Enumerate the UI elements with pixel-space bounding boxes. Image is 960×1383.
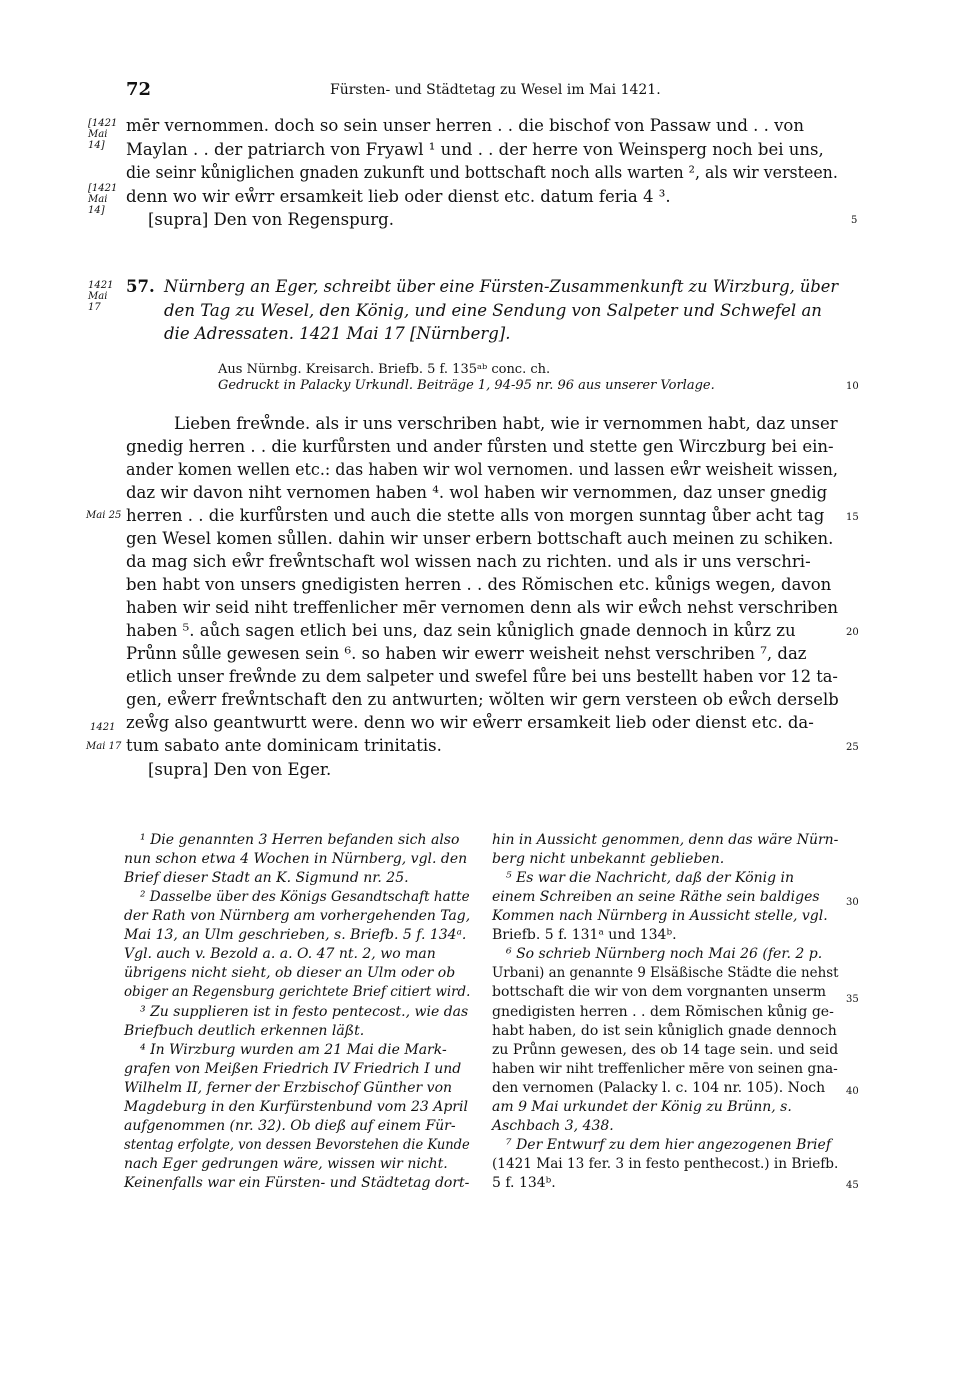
footnote-line: 5 f. 134ᵇ.: [492, 1175, 556, 1191]
line-number: 30: [846, 897, 859, 908]
footnote-line: habt haben, do ist sein kůniglich gnade dennoch: [492, 1023, 837, 1039]
footnote-line: bottschaft die wir von dem vorgnanten unserm: [492, 984, 827, 1000]
footnote-line: ¹ Die genannten 3 Herren befanden sich also: [140, 832, 460, 848]
footnote-line: übrigens nicht sieht, ob dieser an Ulm oder ob: [124, 965, 456, 981]
text-line: zeẘg also geantwurtt were. denn wo wir eẘerr ersamkeit lieb oder dienst etc. da-: [126, 713, 814, 732]
footnote-line: Briefb. 5 f. 131ᵃ und 134ᵇ.: [492, 927, 677, 943]
text-line: gen Wesel komen sůllen. dahin wir unser erbern bottschaft auch meinen zu schiken.: [126, 529, 834, 548]
text-line: gnedig herren . . die kurfůrsten und ander fůrsten und stette gen Wirczburg bei ein-: [126, 437, 834, 456]
line-number: 15: [846, 512, 859, 523]
line-number: 20: [846, 627, 859, 638]
footnote-line: ⁷ Der Entwurf zu dem hier angezogenen Brief: [506, 1137, 831, 1153]
text-line: ben habt von unsers gnedigisten herren . . des Rŏmischen etc. kůnigs wegen, davon: [126, 575, 832, 594]
text-line: tum sabato ante dominicam trinitatis.: [126, 736, 442, 755]
line-number: 40: [846, 1086, 859, 1097]
line-number: 25: [846, 742, 859, 753]
footnote-line: ⁵ Es war die Nachricht, daß der König in: [506, 870, 794, 886]
footnote-line: (1421 Mai 13 fer. 3 in festo penthecost.) in Briefb.: [492, 1156, 839, 1172]
margin-date: Mai 25: [86, 510, 122, 521]
footnote-line: stentag erfolgte, von dessen Bevorstehen die Kunde: [124, 1137, 470, 1153]
footnote-line: Wilhelm II, ferner der Erzbischof Günther von: [124, 1080, 453, 1096]
footnote-line: Brief dieser Stadt an K. Sigmund nr. 25.: [124, 870, 409, 886]
footnote-line: grafen von Meißen Friedrich IV Friedrich I und: [124, 1061, 462, 1077]
footnote-line: der Rath von Nürnberg am vorhergehenden Tag,: [124, 908, 471, 924]
margin-date: 1421: [90, 722, 116, 733]
document-heading: den Tag zu Wesel, den König, und eine Sendung von Salpeter und Schwefel an: [164, 301, 822, 320]
margin-date: [1421 Mai 14]: [88, 118, 118, 151]
document-heading: die Adressaten. 1421 Mai 17 [Nürnberg].: [164, 324, 511, 343]
text-line: etlich unser freẘnde zu dem salpeter und swefel fůre bei uns bestellt haben vor 12 ta-: [126, 667, 838, 686]
footnote-line: hin in Aussicht genommen, denn das wäre Nürn-: [492, 832, 839, 848]
text-line: da mag sich eẘr freẘntschaft wol wissen nach zu richten. und als ir uns verschri-: [126, 552, 811, 571]
margin-date: Mai 17: [86, 741, 122, 752]
margin-date: 1421 Mai 17: [88, 280, 114, 313]
page-number: 72: [126, 79, 152, 100]
footnote-line: Magdeburg in den Kurfürstenbund vom 23 April: [124, 1099, 468, 1115]
text-line: ander komen wellen etc.: das haben wir wol vernomen. und lassen eẘr weisheit wissen,: [126, 460, 838, 479]
footnote-line: ⁶ So schrieb Nürnberg noch Mai 26 (fer. 2 p.: [506, 946, 823, 962]
footnote-line: einem Schreiben an seine Räthe sein baldiges: [492, 889, 820, 905]
footnote-line: Kommen nach Nürnberg in Aussicht stelle, vgl.: [492, 908, 828, 924]
text-line: haben ⁵. aůch sagen etlich bei uns, daz sein kůniglich gnade dennoch in kůrz zu: [126, 621, 796, 640]
text-line: haben wir seid niht treffenlicher mēr vernomen denn als wir eẘch nehst verschriben: [126, 598, 838, 617]
footnote-line: gnedigisten herren . . dem Rŏmischen kůnig ge-: [492, 1004, 834, 1020]
text-line: Maylan . . der patriarch von Fryawl ¹ und . . der herre von Weinsperg noch bei uns,: [126, 140, 824, 159]
footnote-line: berg nicht unbekannt geblieben.: [492, 851, 725, 867]
footnote-line: Briefbuch deutlich erkennen läßt.: [124, 1023, 365, 1039]
footnote-line: ² Dasselbe über des Königs Gesandtschaft hatte: [140, 889, 470, 905]
footnote-line: Aschbach 3, 438.: [492, 1118, 614, 1134]
footnote-line: nun schon etwa 4 Wochen in Nürnberg, vgl. den: [124, 851, 468, 867]
text-line: herren . . die kurfůrsten und auch die stette alls von morgen sunntag ůber acht tag: [126, 506, 825, 525]
running-title: Fürsten- und Städtetag zu Wesel im Mai 1421.: [330, 82, 661, 98]
footnote-line: Mai 13, an Ulm geschrieben, s. Briefb. 5 f. 134ᵃ.: [124, 927, 467, 943]
footnote-line: zu Průnn gewesen, des ob 14 tage sein. und seid: [492, 1042, 839, 1058]
text-line: Lieben freẘnde. als ir uns verschriben habt, wie ir vernommen habt, daz unser: [174, 414, 838, 433]
address-line: [supra] Den von Eger.: [148, 760, 332, 779]
text-line: Průnn sůlle gewesen sein ⁶. so haben wir ewerr weisheit nehst verschriben ⁷, daz: [126, 644, 807, 663]
footnote-line: Urbani) an genannte 9 Elsäßische Städte die nehst: [492, 965, 839, 981]
footnote-line: obiger an Regensburg gerichtete Brief citiert wird.: [124, 984, 471, 1000]
margin-date: [1421 Mai 14]: [88, 183, 118, 216]
footnote-line: nach Eger gedrungen wäre, wissen wir nicht.: [124, 1156, 448, 1172]
source-note: Aus Nürnbg. Kreisarch. Briefb. 5 f. 135ᵃᵇ conc. ch.: [218, 362, 551, 377]
source-note: Gedruckt in Palacky Urkundl. Beiträge 1, 94-95 nr. 96 aus unserer Vorlage.: [218, 378, 715, 393]
footnote-line: den vernomen (Palacky l. c. 104 nr. 105). Noch: [492, 1080, 826, 1096]
line-number: 5: [851, 215, 858, 226]
text-line: denn wo wir eẘrr ersamkeit lieb oder dienst etc. datum feria 4 ³.: [126, 187, 671, 206]
line-number: 45: [846, 1180, 859, 1191]
address-line: [supra] Den von Regenspurg.: [148, 210, 394, 229]
footnote-line: ⁴ In Wirzburg wurden am 21 Mai die Mark-: [140, 1042, 447, 1058]
footnote-line: Vgl. auch v. Bezold a. a. O. 47 nt. 2, wo man: [124, 946, 436, 962]
text-line: daz wir davon niht vernomen haben ⁴. wol haben wir vernommen, daz unser gnedig: [126, 483, 828, 502]
footnote-line: ³ Zu supplieren ist in festo pentecost., wie das: [140, 1004, 469, 1020]
document-heading: Nürnberg an Eger, schreibt über eine Fürsten-Zusammenkunft zu Wirzburg, über: [164, 277, 839, 296]
footnote-line: haben wir niht treffenlicher mēre von seinen gna-: [492, 1061, 838, 1077]
text-line: mēr vernommen. doch so sein unser herren . . die bischof von Passaw und . . von: [126, 116, 804, 135]
footnote-line: Keinenfalls war ein Fürsten- und Städtetag dort-: [124, 1175, 470, 1191]
text-line: gen, eẘerr freẘntschaft den zu antwurten; wŏlten wir gern versteen ob eẘch derselb: [126, 690, 839, 709]
footnote-line: aufgenommen (nr. 32). Ob dieß auf einem Für-: [124, 1118, 456, 1134]
text-line: die seinr kůniglichen gnaden zukunft und bottschaft noch alls warten ², als wir versteen.: [126, 163, 838, 182]
line-number: 35: [846, 994, 859, 1005]
footnote-line: am 9 Mai urkundet der König zu Brünn, s.: [492, 1099, 792, 1115]
document-number: 57.: [126, 277, 155, 296]
line-number: 10: [846, 381, 859, 392]
